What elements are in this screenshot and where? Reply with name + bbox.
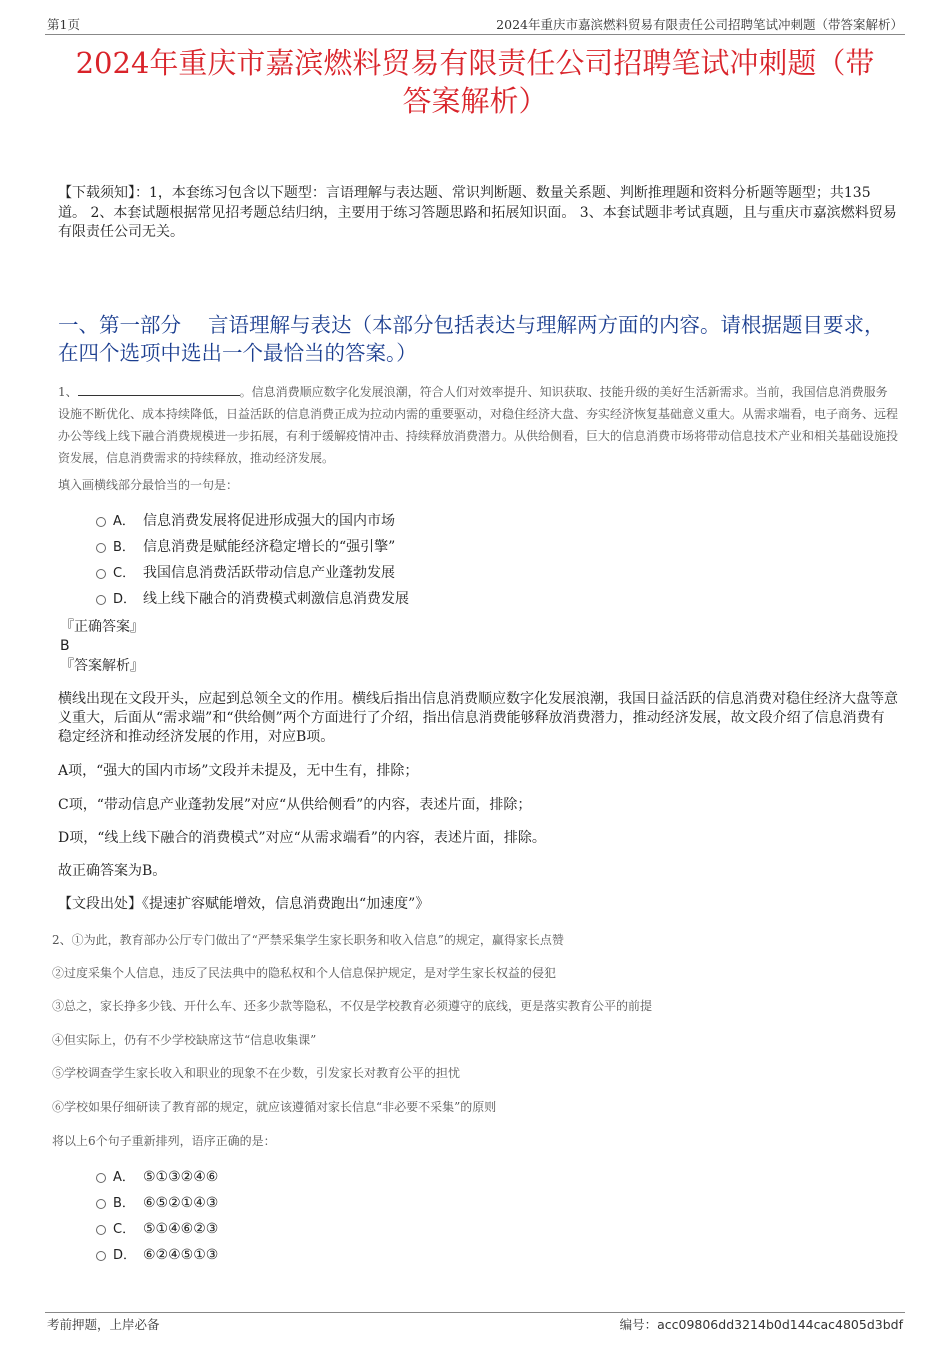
question-2-options: [96, 1164, 218, 1268]
title-line-2: 答案解析）: [402, 84, 548, 118]
option-c[interactable]: [96, 560, 409, 586]
option-b[interactable]: [96, 1190, 218, 1216]
option-text: ⑤①③②④⑥: [143, 1169, 219, 1185]
option-letter: D．: [113, 1248, 137, 1263]
option-letter: C．: [113, 1222, 136, 1237]
option-letter: A．: [113, 1170, 135, 1185]
question-2-sentence-5: ⑤学校调查学生家长收入和职业的现象不在少数，引发家长对教育公平的担忧: [52, 1066, 461, 1080]
footer-doc-id: 编号：acc09806dd3214b0d144cac4805d3bdf: [619, 1317, 903, 1332]
radio-icon[interactable]: [96, 1173, 106, 1183]
option-text: ⑥②④⑤①③: [143, 1247, 219, 1263]
page-footer: [45, 1312, 905, 1335]
option-d[interactable]: [96, 586, 409, 612]
title-line-1: 2024年重庆市嘉滨燃料贸易有限责任公司招聘笔试冲刺题（带: [75, 46, 875, 80]
question-2-sentence-6: ⑥学校如果仔细研读了教育部的规定，就应该遵循对家长信息“非必要不采集”的原则: [52, 1100, 497, 1114]
question-1-stem: [58, 381, 898, 469]
option-text: 线上线下融合的消费模式刺激信息消费发展: [143, 591, 409, 607]
analysis-label: 『答案解析』: [60, 658, 144, 674]
option-letter: B．: [113, 540, 135, 555]
radio-icon[interactable]: [96, 543, 106, 553]
option-text: ⑤①④⑥②③: [143, 1221, 219, 1237]
question-1-number: 1、: [58, 385, 78, 399]
footer-slogan: 考前押题，上岸必备: [47, 1317, 160, 1332]
question-2-prompt: 将以上6个句子重新排列，语序正确的是：: [52, 1134, 276, 1148]
question-2-sentence-4: ④但实际上，仍有不少学校缺席这节“信息收集课”: [52, 1033, 317, 1047]
option-text: 我国信息消费活跃带动信息产业蓬勃发展: [143, 565, 395, 581]
section-title: 一、第一部分 言语理解与表达（本部分包括表达与理解两方面的内容。请根据题目要求，在四个选项中选出一个最恰当的答案。）: [58, 313, 885, 365]
analysis-paragraph-1: 横线出现在文段开头，应起到总领全文的作用。横线后指出信息消费顺应数字化发展浪潮，我国日益活跃的信息消费对稳住经济大盘等意义重大，后面从“需求端”和“供给侧”两个方面进行了介绍，指出信息消费能够释放消费潜力，推动经济发展，故文段介绍了信息消费有稳定经济和推动经济发展的作用，对应B项。: [58, 691, 898, 745]
option-a[interactable]: [96, 508, 409, 534]
option-letter: A．: [113, 514, 135, 529]
page-number: 第1页: [47, 17, 80, 32]
option-letter: C．: [113, 566, 136, 581]
fill-blank-line: [78, 383, 240, 396]
question-2-sentence-2: ②过度采集个人信息，违反了民法典中的隐私权和个人信息保护规定，是对学生家长权益的侵犯: [52, 966, 557, 980]
answer-label: 『正确答案』: [60, 619, 144, 635]
question-1-text: 。信息消费顺应数字化发展浪潮，符合人们对效率提升、知识获取、技能升级的美好生活新需求。当前，我国信息消费服务设施不断优化、成本持续降低，日益活跃的信息消费正成为拉动内需的重要驱动，对稳住经济大盘、夯实经济恢复基础意义重大。从需求端看，电子商务、远程办公等线上线下融合消费规模进一步拓展，有利于缓解疫情冲击、持续释放消费潜力。从供给侧看，巨大的信息消费市场将带动信息技术产业和相关基础设施投资发展，信息消费需求的持续释放，推动经济发展。: [58, 385, 899, 465]
option-c[interactable]: [96, 1216, 218, 1242]
document-title: [40, 44, 910, 120]
analysis-paragraph-4: D项，“线上线下融合的消费模式”对应“从需求端看”的内容，表述片面，排除。: [58, 830, 546, 846]
option-b[interactable]: [96, 534, 409, 560]
radio-icon[interactable]: [96, 569, 106, 579]
question-2-sentence-1: 2、①为此，教育部办公厅专门做出了“严禁采集学生家长职务和收入信息”的规定，赢得家长点赞: [52, 933, 564, 947]
analysis-source: 【文段出处】《提速扩容赋能增效，信息消费跑出“加速度”》: [58, 896, 430, 912]
option-text: 信息消费是赋能经济稳定增长的“强引擎”: [143, 539, 396, 555]
radio-icon[interactable]: [96, 1251, 106, 1261]
download-notice: 【下载须知】：1，本套练习包含以下题型：言语理解与表达题、常识判断题、数量关系题、判断推理题和资料分析题等题型；共135道。 2、本套试题根据常见招考题总结归纳，主要用于练习答题思路和拓展知识面。 3、本套试题非考试真题，且与重庆市嘉滨燃料贸易有限责任公司无关。: [58, 185, 897, 240]
radio-icon[interactable]: [96, 1225, 106, 1235]
question-2-sentence-3: ③总之，家长挣多少钱、开什么车、还多少款等隐私，不仅是学校教育必须遵守的底线，更是落实教育公平的前提: [52, 999, 653, 1013]
question-1-prompt: 填入画横线部分最恰当的一句是：: [58, 478, 239, 492]
header-doc-title: 2024年重庆市嘉滨燃料贸易有限责任公司招聘笔试冲刺题（带答案解析）: [496, 17, 903, 32]
radio-icon[interactable]: [96, 1199, 106, 1209]
option-a[interactable]: [96, 1164, 218, 1190]
analysis-paragraph-5: 故正确答案为B。: [58, 863, 167, 879]
option-letter: B．: [113, 1196, 135, 1211]
analysis-paragraph-2: A项，“强大的国内市场”文段并未提及，无中生有，排除；: [58, 763, 419, 779]
answer-value: B: [60, 638, 70, 654]
option-text: 信息消费发展将促进形成强大的国内市场: [143, 513, 395, 529]
analysis-paragraph-3: C项，“带动信息产业蓬勃发展”对应“从供给侧看”的内容，表述片面，排除；: [58, 797, 532, 813]
radio-icon[interactable]: [96, 517, 106, 527]
option-letter: D．: [113, 592, 137, 607]
page-header: [45, 14, 905, 35]
option-text: ⑥⑤②①④③: [143, 1195, 219, 1211]
radio-icon[interactable]: [96, 595, 106, 605]
question-1-options: [96, 508, 409, 612]
option-d[interactable]: [96, 1242, 218, 1268]
